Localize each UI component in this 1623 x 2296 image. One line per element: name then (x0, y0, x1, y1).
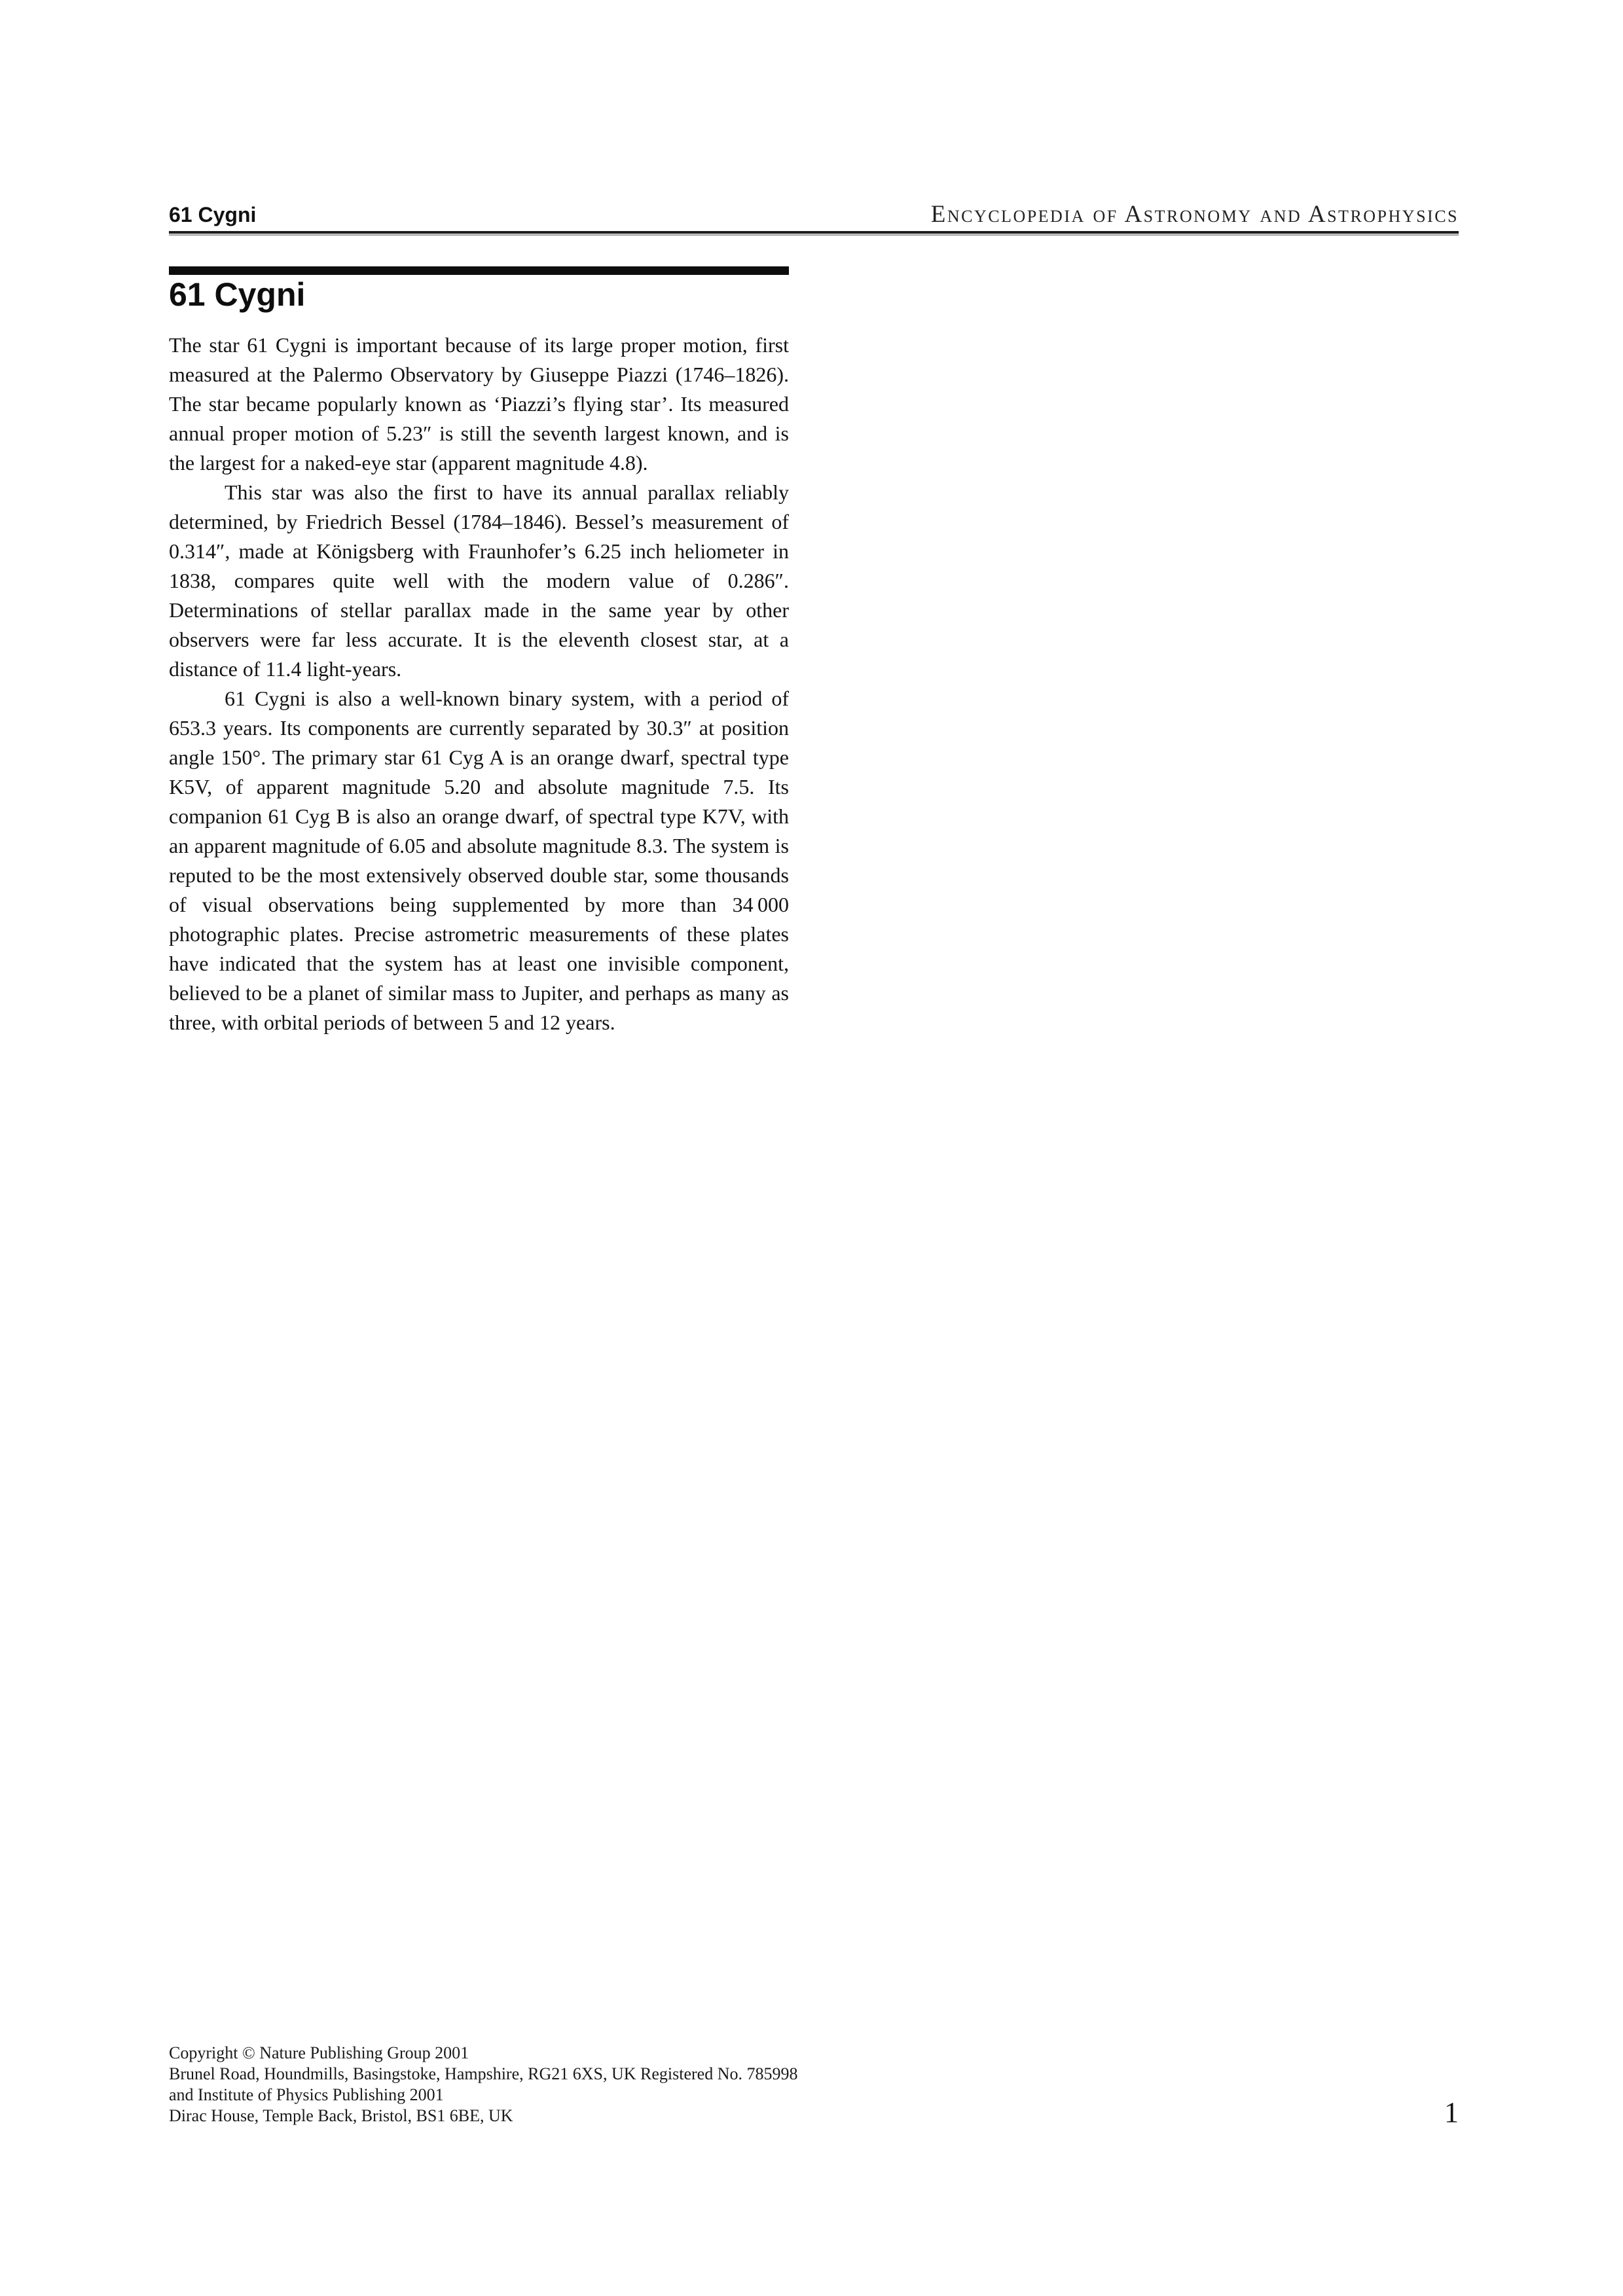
article-body (169, 331, 789, 1037)
page-footer (169, 2043, 798, 2126)
footer-line: Brunel Road, Houndmills, Basingstoke, Hampshire, RG21 6XS, UK Registered No. 785998 (169, 2064, 798, 2083)
header-rule-line (169, 231, 1459, 234)
running-head-section: 61 Cygni (169, 203, 257, 226)
paragraph: 61 Cygni is also a well-known binary system, with a period of 653.3 years. Its components are currently separated by 30.3″ at position angle 150°. The primary star 61 Cyg A is an orange dwarf, spectral type K5V, of apparent magnitude 5.20 and absolute magnitude 7.5. Its companion 61 Cyg B is also an orange dwarf, of spectral type K7V, with an apparent magnitude of 6.05 and absolute magnitude 8.3. The system is reputed to be the most extensively observed double star, some thousands of visual observations being supplemented by more than 34 000 photographic plates. Precise astrometric measurements of these plates have indicated that the system has at least one invisible component, believed to be a planet of similar mass to Jupiter, and perhaps as many as three, with orbital periods of between 5 and 12 years. (169, 687, 789, 1034)
section-title-bar (169, 266, 789, 275)
paragraph: This star was also the first to have its annual parallax reliably determined, by Friedrich Bessel (1784–1846). Bessel’s measurement of 0.314″, made at Königsberg with Fraunhofer’s 6.25 inch heliometer in 1838, compares quite well with the modern value of 0.286″. Determinations of stellar parallax made in the same year by other observers were far less accurate. It is the eleventh closest star, at a distance of 11.4 light-years. (169, 480, 789, 681)
footer-line: Dirac House, Temple Back, Bristol, BS1 6BE, UK (169, 2106, 513, 2125)
footer-line: and Institute of Physics Publishing 2001 (169, 2085, 444, 2104)
footer-line: Copyright © Nature Publishing Group 2001 (169, 2043, 469, 2062)
page-number: 1 (1444, 2096, 1459, 2128)
header-rule-shadow (169, 234, 1459, 236)
running-head-publication: Encyclopedia of Astronomy and Astrophysics (930, 201, 1459, 228)
header-rule (169, 231, 1459, 236)
article-title: 61 Cygni (169, 276, 306, 313)
page-header (169, 202, 1459, 227)
paragraph: The star 61 Cygni is important because of its large proper motion, first measured at the Palermo Observatory by Giuseppe Piazzi (1746–1826). The star became popularly known as ‘Piazzi’s flying star’. Its measured annual proper motion of 5.23″ is still the seventh largest known, and is the largest for a naked-eye star (apparent magnitude 4.8). (169, 333, 789, 475)
